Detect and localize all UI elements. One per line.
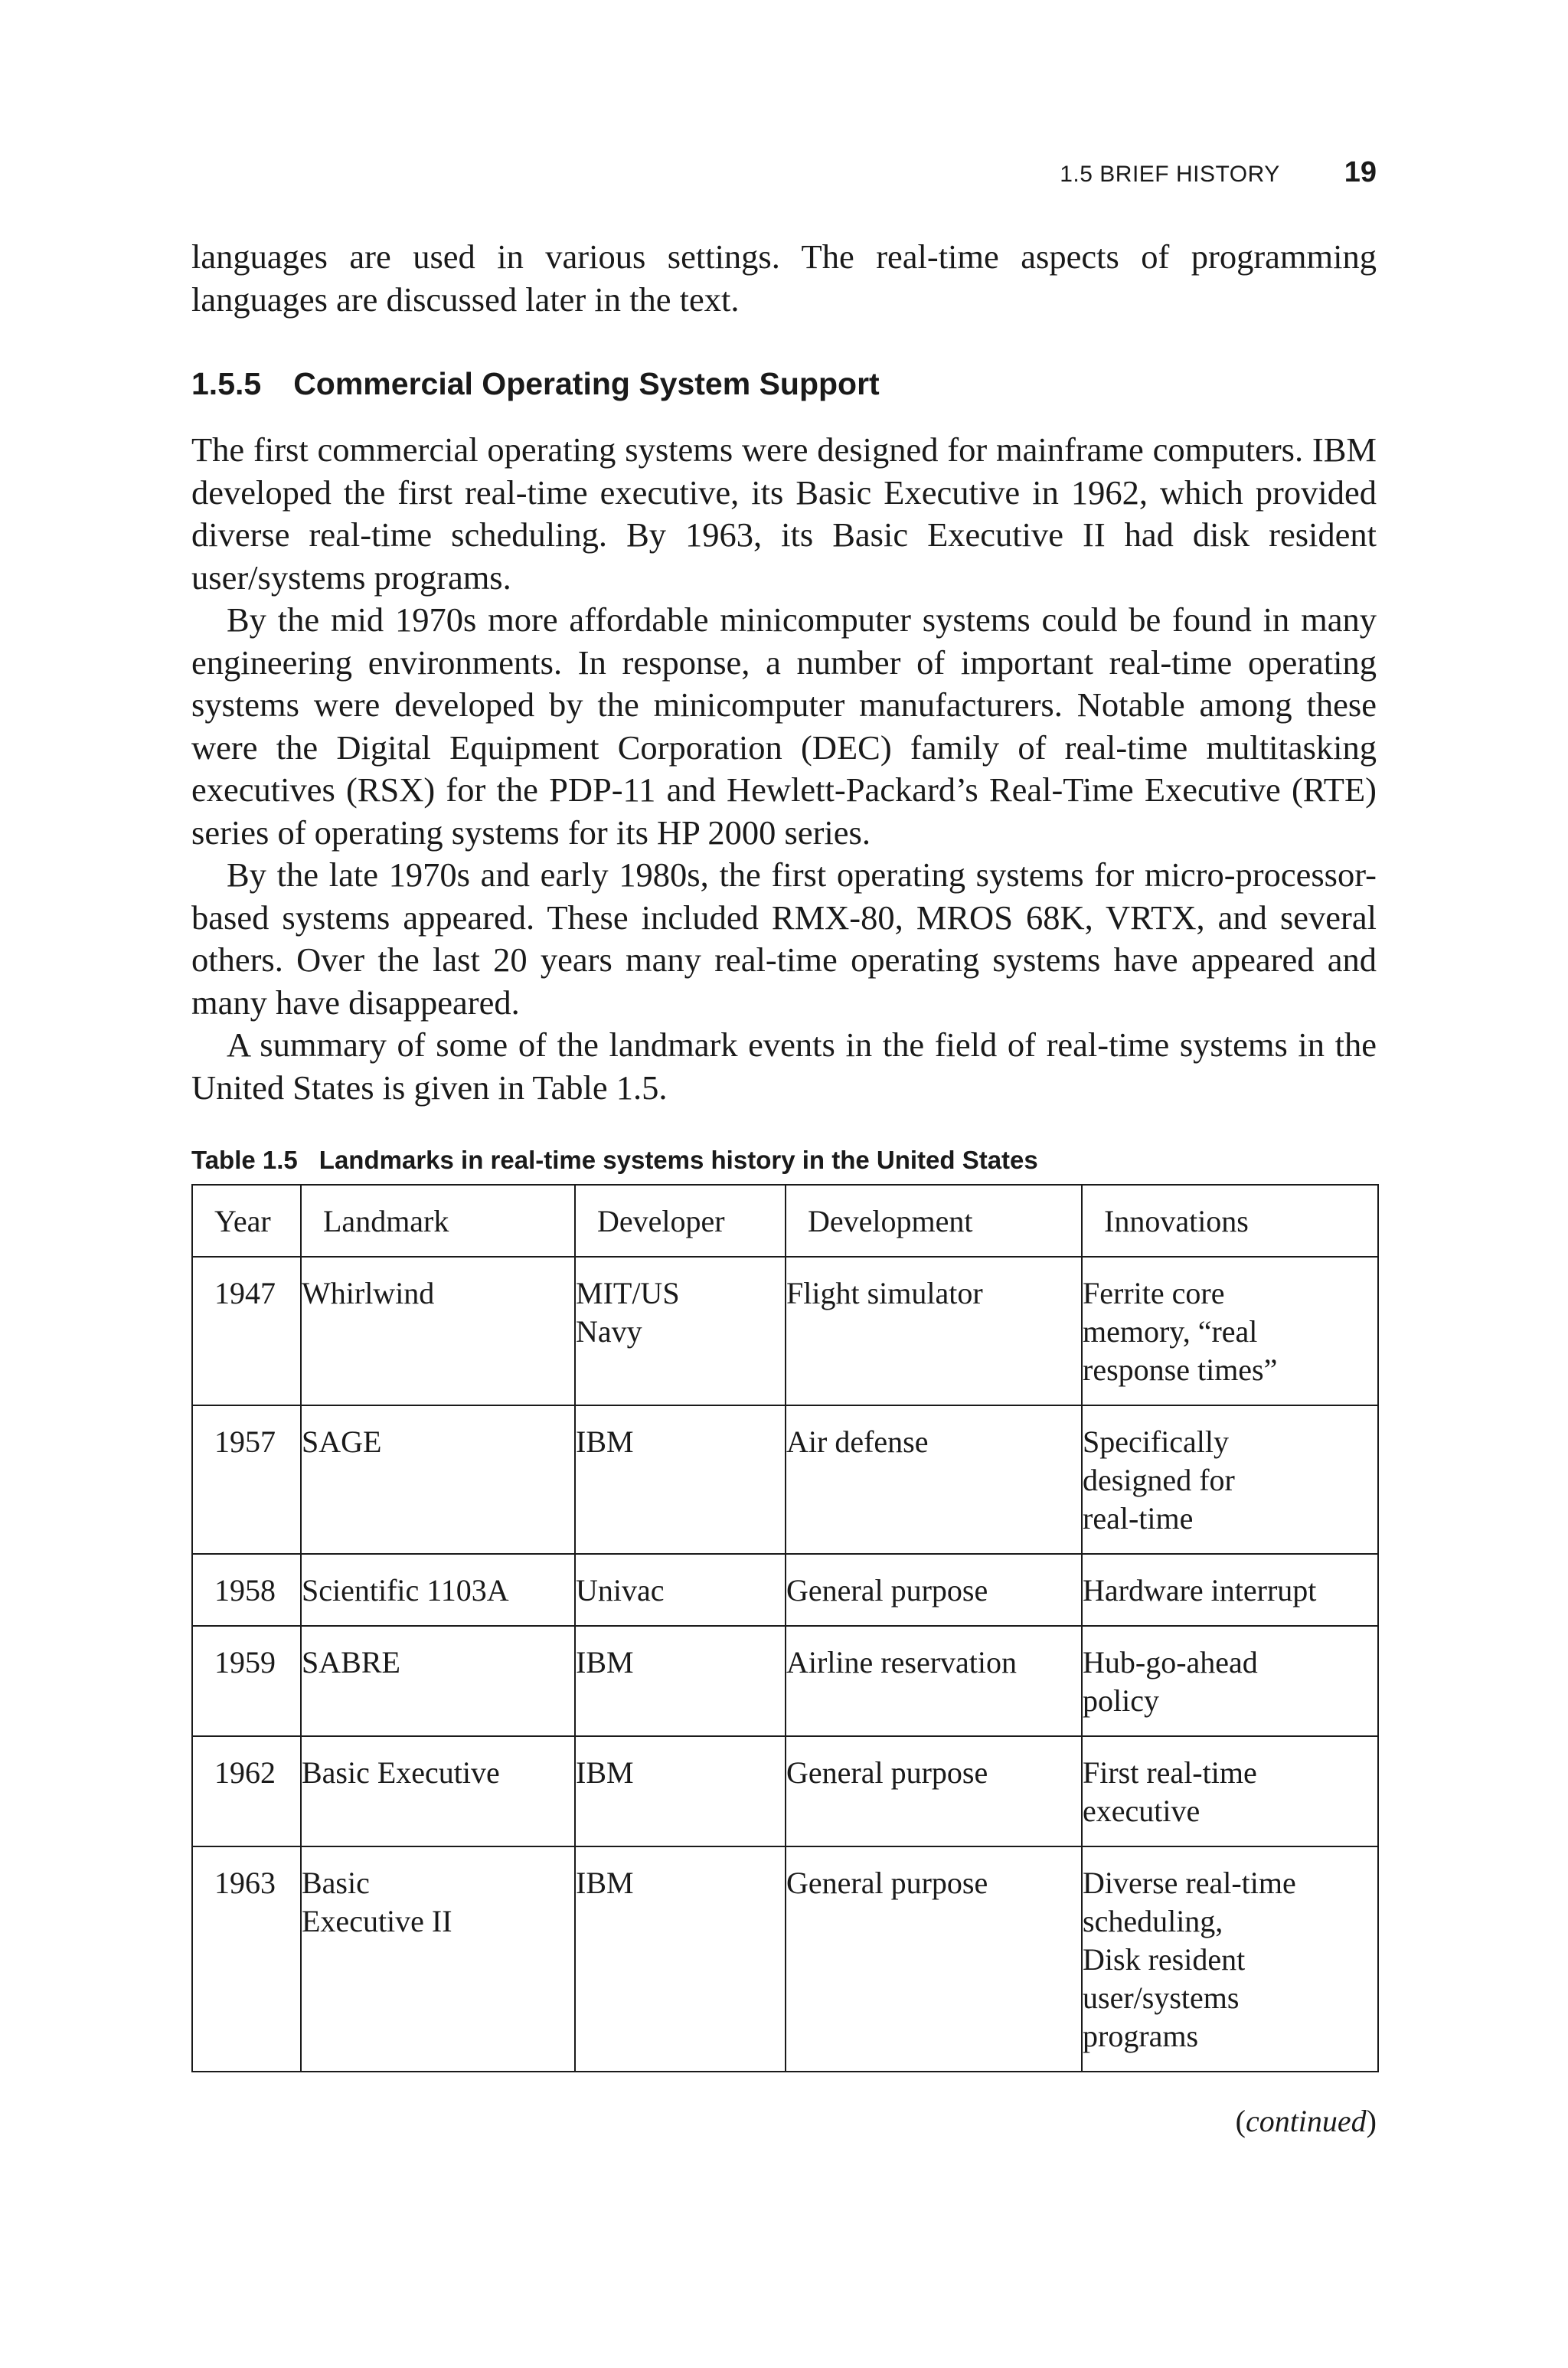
cell-landmark: [301, 1257, 575, 1405]
cell-line: executive: [1083, 1794, 1200, 1828]
table-row: [192, 1846, 1378, 2072]
cell-line: Whirlwind: [302, 1276, 435, 1310]
table-caption-number: Table 1.5: [191, 1146, 298, 1174]
cell-developer: [575, 1554, 786, 1626]
cell-line: General purpose: [786, 1755, 988, 1790]
cell-line: Disk resident: [1083, 1942, 1246, 1977]
cell-year: 1957: [192, 1405, 301, 1554]
cell-line: response times”: [1083, 1352, 1278, 1387]
cell-line: Diverse real-time: [1083, 1866, 1296, 1900]
table-header-row: [192, 1185, 1378, 1257]
paragraph: By the mid 1970s more affordable minicomputer systems could be found in many engineering environments. In response, a number of important real-time operating systems were developed by the minicomputer manufacturers. Notable among these were the Digital Equipment Corporation (DEC) family of real-time multitasking executives (RSX) for the PDP-11 and Hewlett-Packard’s Real-Time Executive (RTE) series of operating systems for its HP 2000 series.: [191, 600, 1377, 852]
cell-innovations: [1082, 1257, 1378, 1405]
cell-line: Air defense: [786, 1424, 929, 1459]
cell-developer: [575, 1257, 786, 1405]
header-landmark: Landmark: [301, 1185, 575, 1257]
cell-line: Flight simulator: [786, 1276, 983, 1310]
cell-year: 1947: [192, 1257, 301, 1405]
cell-line: user/systems: [1083, 1980, 1240, 2015]
table-body: [192, 1257, 1378, 2072]
cell-line: Basic Executive: [302, 1755, 500, 1790]
cell-innovations: [1082, 1405, 1378, 1554]
cell-landmark: [301, 1405, 575, 1554]
section-heading: [191, 366, 880, 402]
cell-innovations: [1082, 1626, 1378, 1736]
cell-year: 1963: [192, 1846, 301, 2072]
paragraph: By the late 1970s and early 1980s, the first operating systems for micro-processor-based systems appeared. These included RMX-80, MROS 68K, VRTX, and several others. Over the last 20 years many real-time operating systems have appeared and many have disappeared.: [191, 855, 1377, 1022]
cell-development: [786, 1257, 1082, 1405]
cell-line: designed for: [1083, 1463, 1235, 1497]
cell-landmark: [301, 1554, 575, 1626]
cell-line: Univac: [576, 1573, 665, 1608]
cell-innovations: [1082, 1554, 1378, 1626]
cell-line: General purpose: [786, 1573, 988, 1608]
header-development: Development: [786, 1185, 1082, 1257]
cell-line: Scientific 1103A: [302, 1573, 509, 1608]
cell-year: 1959: [192, 1626, 301, 1736]
cell-line: First real-time: [1083, 1755, 1257, 1790]
running-head-section: 1.5 BRIEF HISTORY: [1060, 162, 1280, 187]
body-text: [191, 429, 1377, 1109]
table-row: [192, 1554, 1378, 1626]
cell-development: [786, 1554, 1082, 1626]
cell-landmark: [301, 1846, 575, 2072]
cell-line: scheduling,: [1083, 1904, 1223, 1938]
landmarks-table: [191, 1184, 1379, 2072]
cell-year: 1958: [192, 1554, 301, 1626]
cell-line: SAGE: [302, 1424, 382, 1459]
cell-landmark: [301, 1736, 575, 1846]
cell-line: IBM: [576, 1866, 634, 1900]
cell-developer: [575, 1846, 786, 2072]
continued-note: (continued): [1235, 2104, 1377, 2138]
cell-line: Airline reservation: [786, 1645, 1017, 1680]
table-row: [192, 1257, 1378, 1405]
cell-line: memory, “real: [1083, 1314, 1258, 1349]
cell-line: Hardware interrupt: [1083, 1573, 1317, 1608]
cell-line: Basic: [302, 1866, 370, 1900]
cell-developer: [575, 1626, 786, 1736]
header-year: Year: [192, 1185, 301, 1257]
cell-line: policy: [1083, 1683, 1159, 1718]
intro-paragraph: languages are used in various settings. The real-time aspects of programming languages are discussed later in the text.: [191, 237, 1377, 319]
cell-line: Hub-go-ahead: [1083, 1645, 1258, 1680]
cell-line: IBM: [576, 1424, 634, 1459]
header-innovations: Innovations: [1082, 1185, 1378, 1257]
paragraph: The first commercial operating systems were designed for mainframe computers. IBM developed the first real-time executive, its Basic Executive in 1962, which provided diverse real-time scheduling. By 1963, its Basic Executive II had disk resident user/systems programs.: [191, 430, 1377, 597]
section-title: Commercial Operating System Support: [293, 366, 880, 401]
cell-development: [786, 1846, 1082, 2072]
cell-line: programs: [1083, 2019, 1199, 2053]
cell-line: real-time: [1083, 1501, 1194, 1536]
paragraph: A summary of some of the landmark events in the field of real-time systems in the United States is given in Table 1.5.: [191, 1025, 1377, 1107]
cell-developer: [575, 1405, 786, 1554]
intro-paragraph-block: [191, 236, 1377, 321]
continued-label: continued: [1245, 2104, 1367, 2138]
cell-year: 1962: [192, 1736, 301, 1846]
table-row: [192, 1405, 1378, 1554]
cell-line: Ferrite core: [1083, 1276, 1225, 1310]
cell-development: [786, 1405, 1082, 1554]
cell-development: [786, 1626, 1082, 1736]
section-number: 1.5.5: [191, 366, 262, 401]
page-number: 19: [1344, 156, 1377, 188]
cell-line: Navy: [576, 1314, 642, 1349]
cell-developer: [575, 1736, 786, 1846]
cell-development: [786, 1736, 1082, 1846]
cell-line: Executive II: [302, 1904, 452, 1938]
table-row: [192, 1736, 1378, 1846]
header-developer: Developer: [575, 1185, 786, 1257]
cell-line: IBM: [576, 1755, 634, 1790]
table-row: [192, 1626, 1378, 1736]
cell-line: IBM: [576, 1645, 634, 1680]
cell-line: General purpose: [786, 1866, 988, 1900]
cell-innovations: [1082, 1846, 1378, 2072]
cell-innovations: [1082, 1736, 1378, 1846]
cell-landmark: [301, 1626, 575, 1736]
cell-line: SABRE: [302, 1645, 400, 1680]
table-caption-title: Landmarks in real-time systems history in the United States: [318, 1146, 1038, 1174]
cell-line: Specifically: [1083, 1424, 1230, 1459]
cell-line: MIT/US: [576, 1276, 680, 1310]
table-caption: [191, 1146, 1038, 1175]
running-head: [1060, 156, 1377, 189]
